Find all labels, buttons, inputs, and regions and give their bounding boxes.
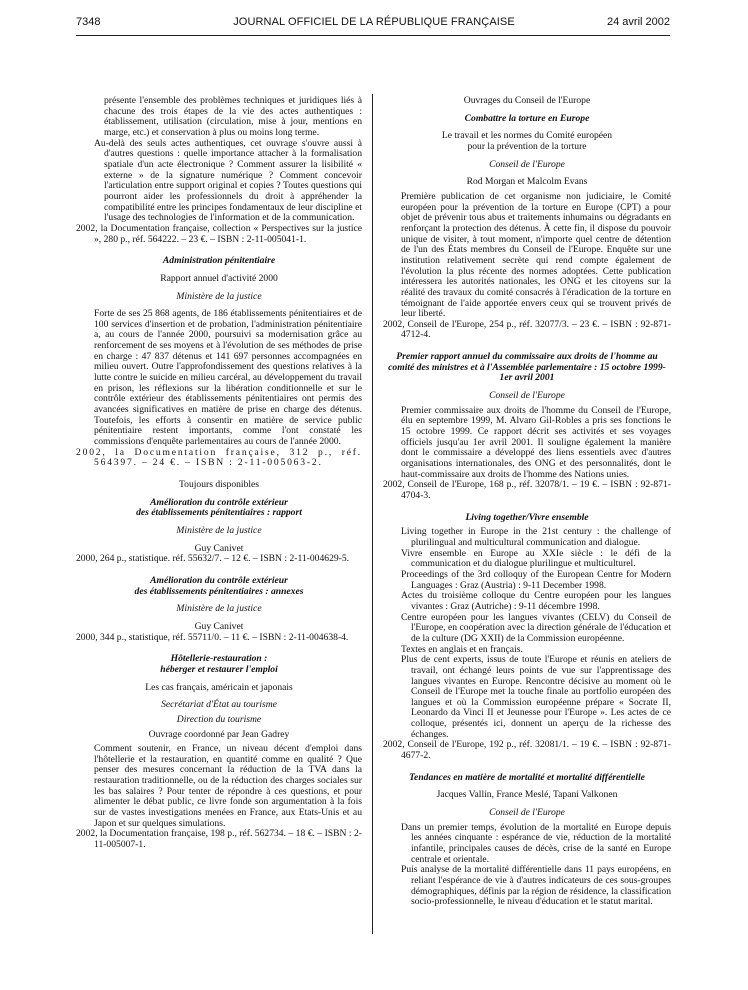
section-subtitle-administration: Rapport annuel d'activité 2000 [160, 272, 278, 284]
amelioration-rapport-title-1: Amélioration du contrôle extérieur [150, 496, 288, 508]
torture-reference: 2002, Conseil de l'Europe, 254 p., réf. 32077/3. – 23 €. – ISBN : 92-871-4712-4. [383, 318, 671, 341]
living-item: Proceedings of the 3rd colloquy of the European Centre for Modern Languages : Graz (Austria) : 9-11 December 1998. [401, 568, 671, 591]
living-item: Centre européen pour les langues vivantes (CELV) du Conseil de l'Europe, en coopération avec la direction générale de l'éducation et de la culture (DG XXII) de la Commission européenne. [401, 611, 671, 644]
right-column [383, 96, 671, 908]
council-heading: Ouvrages du Conseil de l'Europe [463, 95, 591, 106]
rapport-reference: 2002, Conseil de l'Europe, 168 p., réf. 32078/1. – 19 €. – ISBN : 92-871-4704-3. [383, 479, 671, 501]
issue-date: 24 avril 2002 [607, 16, 670, 28]
tendances-title: Tendances en matière de mortalité et mortalité différentielle [409, 771, 645, 783]
intro-reference: 2002, la Documentation française, collection « Perspectives sur la justice », 280 p., réf. 564222. – 23 €. – ISBN : 2-11-005041-1. [76, 222, 362, 245]
amelioration-annexes-reference: 2000, 344 p., statistique, réf. 55711/0. – 11 €. – ISBN : 2-11-004638-4. [76, 631, 349, 643]
header-rule [76, 35, 670, 36]
section-title-administration: Administration pénitentiaire [162, 255, 276, 267]
living-item: Actes du troisième colloque du Centre européen pour les langues vivantes : Graz (Autriche) : 9-11 décembre 1998. [401, 590, 671, 612]
living-title: Living together/Vivre ensemble [465, 511, 589, 523]
amelioration-annexes-person: Guy Canivet [194, 620, 244, 632]
tendances-paragraph-2: Puis analyse de la mortalité différentielle dans 11 pays européens, en reliant l'espérance de vie à d'autres indicateurs de ces sous-groupes démographiques, définis par la région de résidence, la classification socio-professionnelle, le niveau d'éducation et le statut marital. [401, 864, 672, 908]
living-body: Plus de cent experts, issus de toute l'Europe et réunis en ateliers de travail, ont échangé leurs points de vue sur l'apprentissage des langues vivantes en Europe. Rencontre décisive au moment où le Conseil de l'Europe met la touche finale au portfolio européen des langues et où la Commission européenne prépare « Socrate II, Leonardo da Vinci II et Jeunesse pour l'Europe ». Les actes de ce colloque, présentés ici, donnent un aperçu de la richesse des échanges. [401, 654, 671, 740]
torture-author: Conseil de l'Europe [489, 158, 565, 170]
intro-paragraph: Au-delà des seuls actes authentiques, cet ouvrage s'ouvre aussi à d'autres questions : quelle importance attacher à la formalisation spatiale d'un acte électronique ? Comment assurer la lisibilité « externe » de la signature numérique ? Comment concevoir l'articulation entre support original et copies ? Toutes questions qui pourront aider les professionnels du droit à appréhender la compatibilité entre les principes fondamentaux de leur discipline et l'usage des technologies de l'information et de la communication. [94, 137, 362, 224]
rapport-author: Conseil de l'Europe [489, 390, 565, 402]
page-header [0, 16, 748, 30]
torture-subtitle-1: Le travail et les normes du Comité européen [441, 130, 613, 142]
torture-persons: Rod Morgan et Malcolm Evans [466, 176, 588, 188]
torture-body: Première publication de cet organisme non judiciaire, le Comité européen pour la prévention de la torture en Europe (CPT) a pour objet de prévenir tous abus et traitements inhumains ou dégradants en renforçant la protection des détenus. À cette fin, il dispose du pouvoir unique de visiter, à tout moment, n'importe quel centre de détention de l'un des États membres du Conseil de l'Europe. Enquête sur une institution relativement secrète qui rend compte également de l'évolution la plus récente des normes adoptées. Cette publication intéressera les autorités nationales, les ONG et les citoyens sur la réalité des travaux du comité consacrés à l'éradication de la torture en témoignant de l'aide apportée envers ceux qui se trouvent privés de leur liberté. [401, 190, 671, 320]
hotellerie-secretariat: Secrétariat d'État au tourisme [161, 699, 277, 711]
tendances-persons: Jacques Vallin, France Meslé, Tapani Valkonen [436, 789, 618, 801]
hotellerie-body: Comment soutenir, en France, un niveau décent d'emploi dans l'hôtellerie et la restauration, en quantité comme en qualité ? Que penser des mesures concernant la réduction de la TVA dans la restauration traditionnelle, ou de la réduction des charges sociales sur les bas salaires ? Pour tenter de répondre à ces questions, et pour alimenter le débat public, ce livre fonde son argumentation à la fois sur de vastes investigations menées en France, aux Etats-Unis et au Japon et sur quelques simulations. [94, 743, 362, 829]
section-author-administration: Ministère de la justice [176, 290, 262, 302]
left-column [76, 96, 362, 851]
available-heading: Toujours disponibles [178, 479, 260, 490]
amelioration-rapport-author: Ministère de la justice [176, 524, 262, 536]
journal-title: JOURNAL OFFICIEL DE LA RÉPUBLIQUE FRANÇAISE [233, 16, 515, 28]
amelioration-rapport-reference: 2000, 264 p., statistique. réf. 55632/7. – 12 €. – ISBN : 2-11-004629-5. [76, 553, 350, 565]
amelioration-rapport-title-2: des établissements pénitentiaires : rapport [136, 507, 302, 519]
tendances-paragraph-1: Dans un premier temps, évolution de la mortalité en Europe depuis les années cinquante : espérance de vie, réduction de la mortalité infantile, principales causes de décès, crise de la santé en Europe centrale et orientale. [401, 821, 671, 865]
living-item: Textes en anglais et en français. [401, 643, 523, 655]
amelioration-annexes-author: Ministère de la justice [176, 603, 262, 615]
hotellerie-subtitle: Les cas français, américain et japonais [145, 681, 293, 693]
administration-body: Forte de ses 25 868 agents, de 186 établissements pénitentiaires et de 100 services d'insertion et de probation, l'administration pénitentiaire a, au cours de l'année 2000, poursuivi sa modernisation grâce au renforcement de ses moyens et à l'évolution de ses méthodes de prise en charge : 47 837 détenus et 141 697 personnes accompagnées en milieu ouvert. Outre l'approfondissement des questions relatives à la lutte contre le suicide en milieu carcéral, au développement du travail en prison, les réflexions sur la libération conditionnelle et sur le contrôle extérieur des établissements pénitentiaires ont permis des avancées significatives en matière de prise en charge des détenus. Toutefois, les efforts à consentir en matière de service public pénitentiaire restent importants, comme l'ont constaté les commissions d'enquête parlementaires au cours de l'année 2000. [94, 308, 362, 448]
torture-subtitle-2: pour la prévention de la torture [467, 140, 587, 152]
hotellerie-title-2: héberger et restaurer l'emploi [160, 663, 278, 675]
page-number: 7348 [76, 16, 101, 28]
column-divider [372, 94, 373, 934]
hotellerie-coordinator: Ouvrage coordonné par Jean Gadrey [148, 728, 290, 740]
living-item: Living together in Europe in the 21st century : the challenge of plurilingual and multicultural communication and dialogue. [401, 526, 671, 548]
amelioration-annexes-title-1: Amélioration du contrôle extérieur [150, 574, 288, 586]
hotellerie-direction: Direction du tourisme [176, 713, 262, 725]
amelioration-annexes-title-2: des établissements pénitentiaires : annexes [134, 585, 304, 597]
rapport-title: Premier rapport annuel du commissaire aux droits de l'homme au comité des ministres et à l'Assemblée parlementaire : 15 octobre 1999-1er avril 2001 [388, 351, 666, 384]
intro-continued: présente l'ensemble des problèmes techniques et juridiques liés à chacune des trois étapes de la vie des actes authentiques : établissement, utilisation (circulation, mise à jour, mentions en marge, etc.) et conservation à plus ou moins long terme. [104, 95, 362, 138]
living-reference: 2002, Conseil de l'Europe, 192 p., réf. 32081/1. – 19 €. – ISBN : 92-871-4677-2. [383, 739, 671, 762]
amelioration-rapport-person: Guy Canivet [194, 542, 244, 554]
rapport-body: Premier commissaire aux droits de l'homme du Conseil de l'Europe, élu en septembre 1999, M. Alvaro Gil-Robles a pris ses fonctions le 15 octobre 1999. Ce rapport décrit ses activités et ses voyages officiels jusqu'au 1er avril 2001. Il souligne également la manière dont le commissaire a développé des liens essentiels avec d'autres organisations internationales, des ONG et des personnalités, dont le haut-commissaire aux droits de l'homme des Nations unies. [401, 404, 671, 480]
living-item: Vivre ensemble en Europe au XXIe siècle : le défi de la communication et du dialogue plurilingue et multiculturel. [401, 547, 671, 570]
administration-reference: 2002, la Documentation française, 312 p., réf. 564397. – 24 €. – ISBN : 2-11-005063-2. [76, 446, 362, 469]
tendances-author: Conseil de l'Europe [489, 807, 565, 819]
hotellerie-title-1: Hôtellerie-restauration : [170, 653, 268, 665]
torture-title: Combattre la torture en Europe [464, 112, 590, 124]
hotellerie-reference: 2002, la Documentation française, 198 p., réf. 562734. – 18 €. – ISBN : 2-11-005007-1. [76, 828, 362, 851]
